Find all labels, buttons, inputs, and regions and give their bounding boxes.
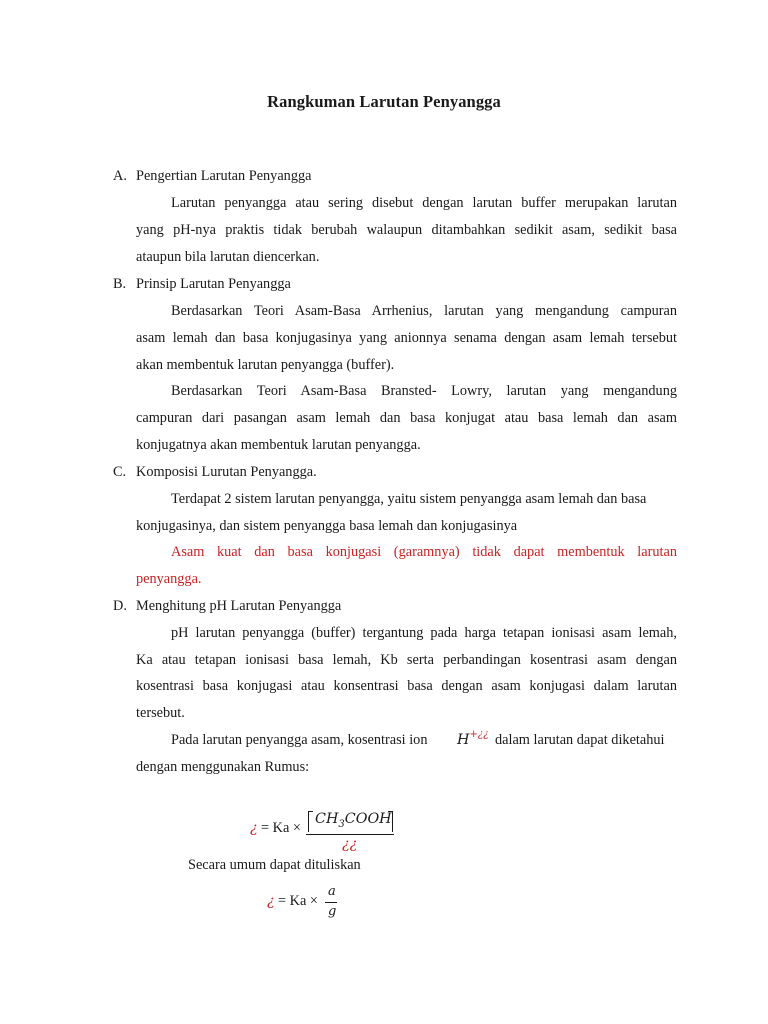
section-b-text-line: Berdasarkan Teori Asam-Basa Arrhenius, larutan yang mengandung campuran bbox=[171, 303, 677, 319]
section-c-text-line: Terdapat 2 sistem larutan penyangga, yaitu sistem penyangga asam lemah dan basa bbox=[171, 491, 647, 507]
section-a-text-line: yang pH-nya praktis tidak berubah walaupun ditambahkan sedikit asam, sedikit basa bbox=[136, 222, 677, 238]
formula2-fraction-bar bbox=[325, 902, 337, 903]
section-c-highlight-line: Asam kuat dan basa konjugasi (garamnya) tidak dapat membentuk larutan bbox=[171, 544, 677, 560]
formula1-equals-ka: = Ka × bbox=[261, 820, 301, 836]
section-b-text-line: akan membentuk larutan penyangga (buffer). bbox=[136, 357, 395, 373]
formula2-lhs: ¿ bbox=[267, 893, 275, 909]
formula1-denominator: ¿¿ bbox=[342, 836, 358, 852]
ion-superscript: +¿¿ bbox=[469, 729, 489, 740]
formula1-left-bracket bbox=[308, 811, 313, 832]
section-a-text-line: ataupun bila larutan diencerkan. bbox=[136, 249, 320, 265]
section-d-text-line: Ka atau tetapan ionisasi basa lemah, Kb serta perbandingan kosentrasi asam dengan bbox=[136, 652, 677, 668]
section-b-heading: Prinsip Larutan Penyangga bbox=[136, 276, 291, 292]
section-a-marker: A. bbox=[113, 168, 127, 184]
section-b-marker: B. bbox=[113, 276, 127, 292]
formula2-denominator: g bbox=[328, 904, 337, 919]
general-formula-text: Secara umum dapat dituliskan bbox=[188, 857, 361, 873]
section-b-text-line: asam lemah dan basa konjugasinya yang anionnya senama dengan asam lemah tersebut bbox=[136, 330, 677, 346]
formula1-right-bracket bbox=[388, 811, 393, 832]
hydrogen-ion-symbol bbox=[457, 729, 489, 748]
section-b-text-line: campuran dari pasangan asam lemah dan basa konjugat atau basa lemah dan asam bbox=[136, 410, 677, 426]
formula1-lhs: ¿ bbox=[250, 820, 258, 836]
section-d-text-line: pH larutan penyangga (buffer) tergantung pada harga tetapan ionisasi asam lemah, bbox=[171, 625, 677, 641]
section-d-ion-text-post: dalam larutan dapat diketahui bbox=[495, 732, 665, 748]
section-c-highlight-line: penyangga. bbox=[136, 571, 202, 587]
formula1-num-sub: 3 bbox=[338, 818, 345, 830]
section-d-text-line: dengan menggunakan Rumus: bbox=[136, 759, 310, 775]
formula2-equals-ka: = Ka × bbox=[278, 893, 318, 909]
section-d-ion-text-pre: Pada larutan penyangga asam, kosentrasi ion bbox=[171, 732, 428, 748]
section-d-marker: D. bbox=[113, 598, 127, 614]
formula1-num-ch: CH bbox=[315, 811, 339, 827]
ion-letter: H bbox=[457, 732, 470, 748]
formula1-numerator bbox=[315, 811, 392, 830]
section-c-marker: C. bbox=[113, 464, 127, 480]
section-d-text-line: tersebut. bbox=[136, 705, 185, 721]
section-c-heading: Komposisi Lurutan Penyangga. bbox=[136, 464, 317, 480]
section-c-text-line: konjugasinya, dan sistem penyangga basa lemah dan konjugasinya bbox=[136, 518, 518, 534]
section-b-text-line: Berdasarkan Teori Asam-Basa Bransted- Lowry, larutan yang mengandung bbox=[171, 383, 677, 399]
formula1-num-cooh: COOH bbox=[344, 811, 392, 827]
section-b-text-line: konjugatnya akan membentuk larutan penyangga. bbox=[136, 437, 421, 453]
section-a-heading: Pengertian Larutan Penyangga bbox=[136, 168, 312, 184]
formula2-numerator: a bbox=[328, 884, 336, 899]
formula1-fraction-bar bbox=[306, 834, 394, 835]
section-a-text-line: Larutan penyangga atau sering disebut dengan larutan buffer merupakan larutan bbox=[171, 195, 677, 211]
section-d-text-line: kosentrasi basa konjugasi atau konsentrasi basa dengan asam konjugasi dalam larutan bbox=[136, 678, 677, 694]
page-title: Rangkuman Larutan Penyangga bbox=[267, 92, 501, 111]
section-d-heading: Menghitung pH Larutan Penyangga bbox=[136, 598, 342, 614]
